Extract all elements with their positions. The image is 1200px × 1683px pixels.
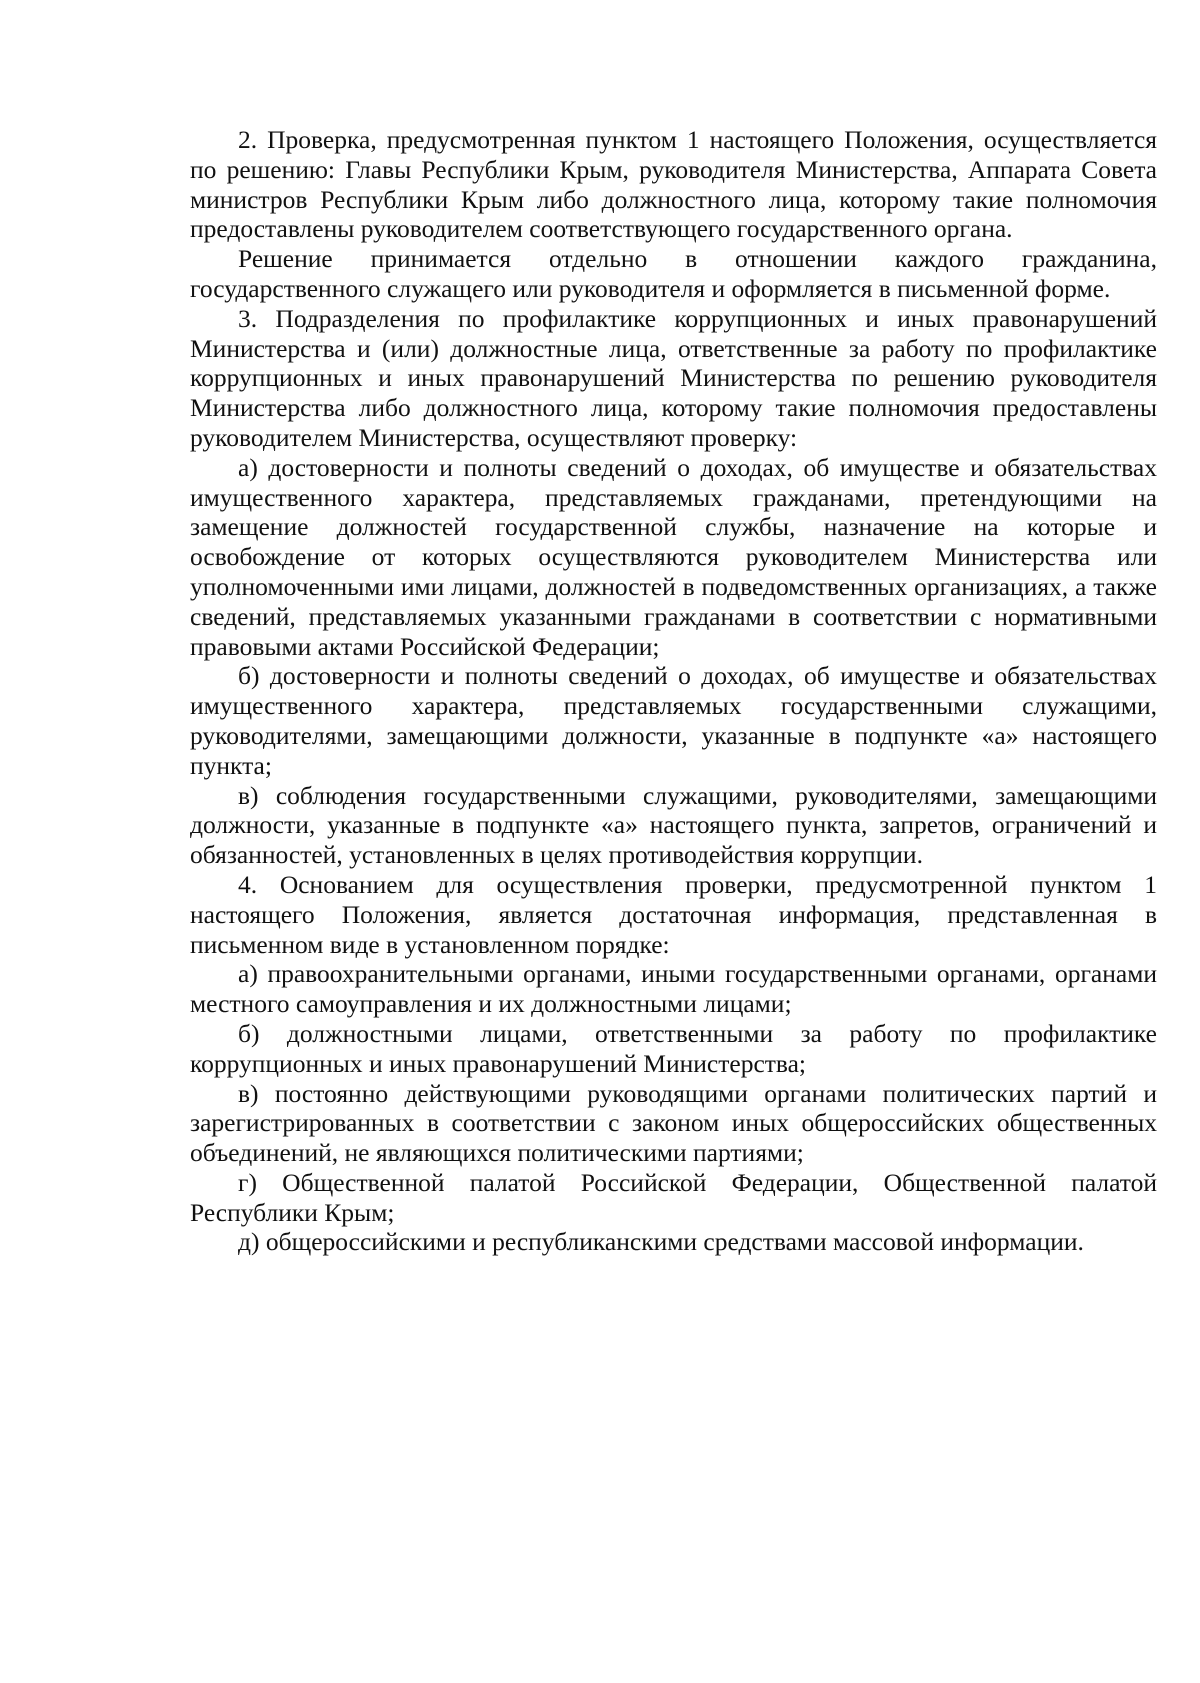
paragraph-4g: г) Общественной палатой Российской Федерации, Общественной палатой Республики Крым; — [190, 1167, 1157, 1227]
paragraph-3v: в) соблюдения государственными служащими, руководителями, замещающими должности, указанные в подпункте «а» настоящего пункта, запретов, ограничений и обязанностей, установленных в целях противодействия коррупции. — [190, 780, 1157, 870]
paragraph-4-grounds: 4. Основанием для осуществления проверки, предусмотренной пунктом 1 настоящего Положения, является достаточная информация, представленная в письменном виде в установленном порядке: — [190, 869, 1157, 959]
paragraph-4b: б) должностными лицами, ответственными за работу по профилактике коррупционных и иных правонарушений Министерства; — [190, 1018, 1157, 1078]
paragraph-3-subdivisions: 3. Подразделения по профилактике коррупционных и иных правонарушений Министерства и (или) должностные лица, ответственные за работу по профилактике коррупционных и иных правонарушений Министерства по решению руководителя Министерства либо должностного лица, которому такие полномочия предоставлены руководителем Министерства, осуществляют проверку: — [190, 303, 1157, 452]
document-page — [190, 125, 1157, 1257]
paragraph-decision-form: Решение принимается отдельно в отношении каждого гражданина, государственного служащего или руководителя и оформляется в письменной форме. — [190, 244, 1157, 303]
paragraph-3b: б) достоверности и полноты сведений о доходах, об имуществе и обязательствах имущественного характера, представляемых государственными служащими, руководителями, замещающими должности, указанные в подпункте «а» настоящего пункта; — [190, 661, 1157, 780]
paragraph-4a: а) правоохранительными органами, иными государственными органами, органами местного самоуправления и их должностными лицами; — [190, 959, 1157, 1019]
paragraph-4d: д) общероссийскими и республиканскими средствами массовой информации. — [238, 1227, 1084, 1257]
paragraph-4v: в) постоянно действующими руководящими органами политических партий и зарегистрированных в соответствии с законом иных общероссийских общественных объединений, не являющихся политическими партиями; — [190, 1078, 1157, 1168]
paragraph-2-verification-decision: 2. Проверка, предусмотренная пунктом 1 настоящего Положения, осуществляется по решению: Главы Республики Крым, руководителя Министерства, Аппарата Совета министров Республики Крым либо должностного лица, которому такие полномочия предоставлены руководителем соответствующего государственного органа. — [190, 125, 1157, 244]
paragraph-3a: а) достоверности и полноты сведений о доходах, об имуществе и обязательствах имущественного характера, представляемых гражданами, претендующими на замещение должностей государственной службы, назначение на которые и освобождение от которых осуществляются руководителем Министерства или уполномоченными ими лицами, должностей в подведомственных организациях, а также сведений, представляемых указанными гражданами в соответствии с нормативными правовыми актами Российской Федерации; — [190, 452, 1157, 661]
